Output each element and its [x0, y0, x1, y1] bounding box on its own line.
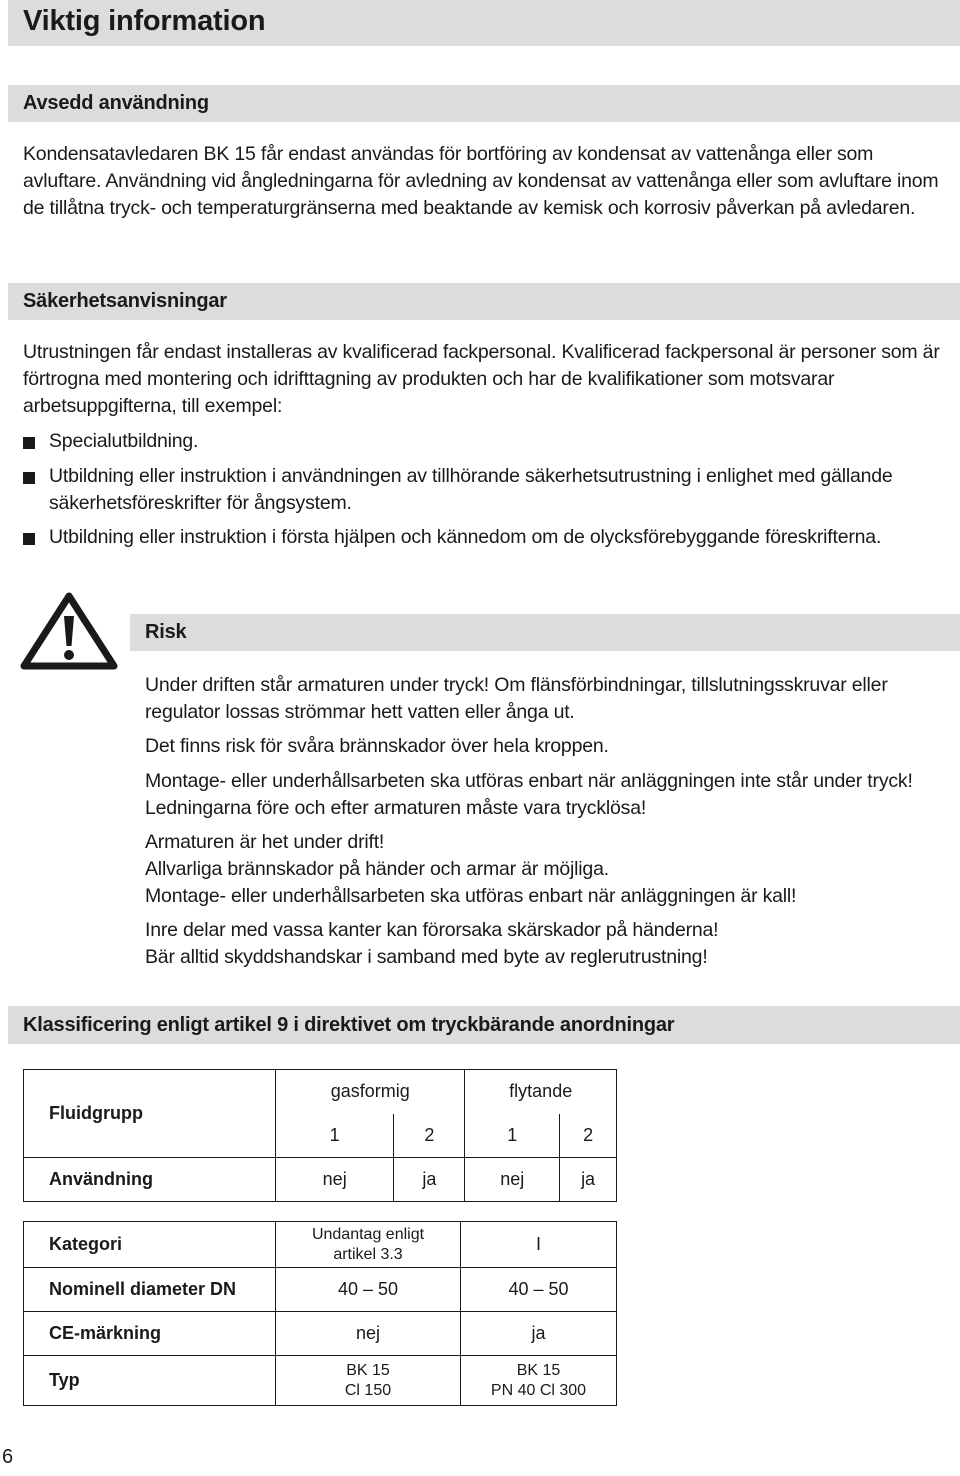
- list-item: [23, 463, 940, 517]
- category-gas-cell: [276, 1222, 461, 1268]
- ce-liquid-cell: ja: [461, 1312, 617, 1356]
- page-title: Viktig information: [23, 5, 266, 37]
- section-heading-intended-use: Avsedd användning: [23, 92, 209, 114]
- ce-gas-cell: nej: [276, 1312, 461, 1356]
- bullet-square-icon: [23, 472, 35, 484]
- use-cell: nej: [276, 1158, 394, 1202]
- use-cell: nej: [465, 1158, 560, 1202]
- category-gas-line: artikel 3.3: [333, 1245, 403, 1263]
- fluid-group-label: Fluidgrupp: [24, 1070, 276, 1158]
- fluid-group-cell: 2: [394, 1114, 465, 1158]
- bullet-square-icon: [23, 533, 35, 545]
- type-gas-line: Cl 150: [344, 1381, 392, 1399]
- type-gas-line: BK 15: [346, 1361, 390, 1379]
- fluid-group-table: [23, 1069, 617, 1202]
- risk-text-1: Under driften står armaturen under tryck! Om flänsförbindningar, tillslutningsskruvar eller regulator lossas strömmar hett vatten eller ånga ut.: [145, 674, 888, 723]
- type-liquid-cell: [461, 1356, 617, 1406]
- fluid-group-cell: 2: [560, 1114, 617, 1158]
- risk-line: Armaturen är het under drift!: [145, 831, 385, 853]
- risk-line: Allvarliga brännskador på händer och armar är möjliga.: [145, 858, 609, 880]
- risk-heading: Risk: [145, 621, 187, 643]
- use-label: Användning: [24, 1158, 276, 1202]
- list-item-text: Utbildning eller instruktion i användningen av tillhörande säkerhetsutrustning i enlighet med gällande säkerhetsföreskrifter för ångsystem.: [49, 465, 893, 514]
- dn-liquid-cell: 40 – 50: [461, 1268, 617, 1312]
- list-item: [23, 524, 940, 551]
- type-liquid-line: BK 15: [516, 1361, 561, 1379]
- type-gas-cell: [276, 1356, 461, 1406]
- dn-gas-cell: 40 – 50: [276, 1268, 461, 1312]
- liquid-header: flytande: [465, 1070, 617, 1114]
- section-bar-intended-use: [8, 85, 960, 122]
- risk-text-4: [145, 829, 940, 910]
- risk-bar: [130, 614, 960, 651]
- section-heading-safety: Säkerhetsanvisningar: [23, 290, 227, 312]
- warning-triangle-icon: [20, 590, 118, 670]
- risk-text-3: Montage- eller underhållsarbeten ska utföras enbart när anläggningen inte står under tryck! Ledningarna före och efter armaturen måste vara trycklösa!: [145, 770, 913, 819]
- list-item: [23, 428, 940, 455]
- intended-use-text: Kondensatavledaren BK 15 får endast användas för bortföring av kondensat av vattenånga eller som avluftare. Användning vid ångledningarna för avledning av kondensat av vattenånga eller som avluftare inom de tillåtna tryck- och temperaturgränserna med beaktande av kemisk och korrosiv påverkan på avledaren.: [23, 143, 939, 219]
- category-label: Kategori: [24, 1222, 276, 1268]
- type-label: Typ: [24, 1356, 276, 1406]
- list-item-text: Specialutbildning.: [49, 430, 199, 452]
- bullet-square-icon: [23, 437, 35, 449]
- title-bar: [8, 0, 960, 46]
- category-gas-line: Undantag enligt: [311, 1225, 425, 1243]
- gas-header: gasformig: [276, 1070, 465, 1114]
- list-item-text: Utbildning eller instruktion i första hjälpen och kännedom om de olycksförebyggande föreskrifterna.: [49, 526, 882, 548]
- use-cell: ja: [560, 1158, 617, 1202]
- safety-text: Utrustningen får endast installeras av kvalificerad fackpersonal. Kvalificerad fackpersonal är personer som är förtrogna med montering och idrifttagning av produkten och har de kvalifikationer som motsvarar arbetsuppgifterna, till exempel:: [23, 341, 940, 417]
- risk-line: Inre delar med vassa kanter kan förorsaka skärskador på händerna!: [145, 919, 719, 941]
- use-cell: ja: [394, 1158, 465, 1202]
- dn-label: Nominell diameter DN: [24, 1268, 276, 1312]
- fluid-group-cell: 1: [276, 1114, 394, 1158]
- fluid-group-cell: 1: [465, 1114, 560, 1158]
- type-liquid-line: PN 40 Cl 300: [490, 1381, 587, 1399]
- ce-label: CE-märkning: [24, 1312, 276, 1356]
- risk-text-2: Det finns risk för svåra brännskador över hela kroppen.: [145, 735, 609, 757]
- section-bar-safety: [8, 283, 960, 320]
- classification-table: [23, 1221, 617, 1406]
- risk-text-5: [145, 917, 940, 971]
- classification-heading: Klassificering enligt artikel 9 i direktivet om tryckbärande anordningar: [23, 1014, 675, 1036]
- risk-line: Bär alltid skyddshandskar i samband med byte av reglerutrustning!: [145, 946, 708, 968]
- classification-bar: [8, 1006, 960, 1044]
- risk-line: Montage- eller underhållsarbeten ska utföras enbart när anläggningen är kall!: [145, 885, 797, 907]
- category-liquid-cell: I: [461, 1222, 617, 1268]
- page-number: 6: [2, 1446, 14, 1468]
